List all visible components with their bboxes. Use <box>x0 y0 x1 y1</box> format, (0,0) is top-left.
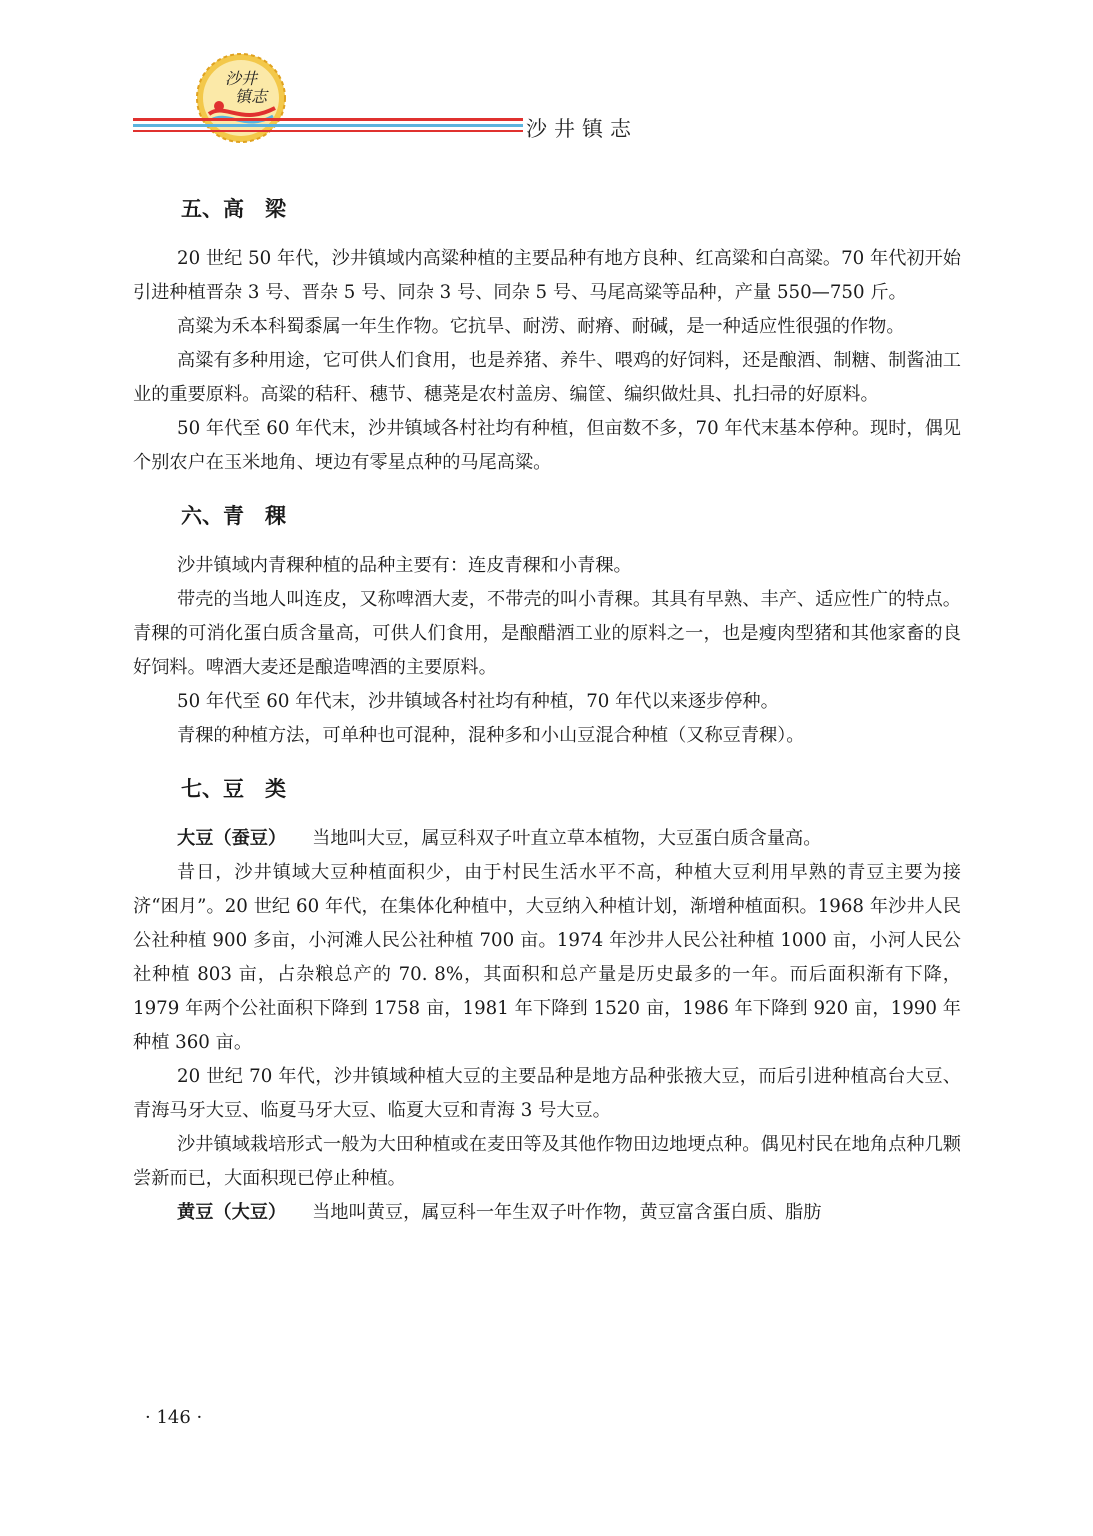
paragraph: 高粱有多种用途，它可供人们食用，也是养猪、养牛、喂鸡的好饲料，还是酿酒、制糖、制酱油工业的重要原料。高粱的秸秆、穗节、穗荛是农村盖房、编筐、编织做灶具、扎扫帚的好原料。 <box>133 350 961 405</box>
page-number: · 146 · <box>145 1407 203 1428</box>
paragraph-broad-bean <box>133 822 961 856</box>
paragraph: 高粱为禾本科蜀黍属一年生作物。它抗旱、耐涝、耐瘠、耐碱，是一种适应性很强的作物。 <box>177 316 905 337</box>
term-broad-bean: 大豆（蚕豆） <box>177 828 287 849</box>
header-rules <box>133 118 523 135</box>
term-soybean: 黄豆（大豆） <box>177 1202 287 1223</box>
paragraph: 带壳的当地人叫连皮，又称啤酒大麦，不带壳的叫小青稞。其具有早熟、丰产、适应性广的特点。青稞的可消化蛋白质含量高，可供人们食用，是酿醋酒工业的原料之一，也是瘦肉型猪和其他家畜的良好饲料。啤酒大麦还是酿造啤酒的主要原料。 <box>133 589 961 678</box>
paragraph: 青稞的种植方法，可单种也可混种，混种多和小山豆混合种植（又称豆青稞）。 <box>177 725 805 746</box>
paragraph: 沙井镇域内青稞种植的品种主要有：连皮青稞和小青稞。 <box>177 555 632 576</box>
page-content <box>133 190 961 1230</box>
paragraph: 20 世纪 50 年代，沙井镇域内高粱种植的主要品种有地方良种、红高粱和白高粱。70 年代初开始引进种植晋杂 3 号、晋杂 5 号、同杂 3 号、同杂 5 号、马尾高粱等品种，产量 550—750 斤。 <box>133 248 961 303</box>
page-header <box>0 0 1093 170</box>
paragraph: 50 年代至 60 年代末，沙井镇域各村社均有种植，70 年代以来逐步停种。 <box>177 691 779 712</box>
section-heading-highland-barley: 六、青 稞 <box>181 504 286 528</box>
running-title: 沙井镇志 <box>526 117 638 141</box>
paragraph: 20 世纪 70 年代，沙井镇域种植大豆的主要品种是地方品种张掖大豆，而后引进种植高台大豆、青海马牙大豆、临夏马牙大豆、临夏大豆和青海 3 号大豆。 <box>133 1066 961 1121</box>
logo-text-2: 镇志 <box>234 87 268 106</box>
paragraph: 昔日，沙井镇域大豆种植面积少，由于村民生活水平不高，种植大豆利用早熟的青豆主要为接济“困月”。20 世纪 60 年代，在集体化种植中，大豆纳入种植计划，渐增种植面积。1968 年沙井人民公社种植 900 多亩，小河滩人民公社种植 700 亩。1974 年沙井人民公社种植 1000 亩，小河人民公社种植 803 亩，占杂粮总产的 70. 8%，其面积和总产量是历史最多的一年。而后面积渐有下降，1979 年两个公社面积下降到 1758 亩，1981 年下降到 1520 亩，1986 年下降到 920 亩，1990 年种植 360 亩。 <box>133 862 961 1053</box>
section-heading-sorghum: 五、高 梁 <box>181 197 286 221</box>
term-broad-bean-text: 当地叫大豆，属豆科双子叶直立草本植物，大豆蛋白质含量高。 <box>312 828 822 849</box>
paragraph: 沙井镇域栽培形式一般为大田种植或在麦田等及其他作物田边地埂点种。偶见村民在地角点种几颗尝新而已，大面积现已停止种植。 <box>133 1134 961 1189</box>
term-soybean-text: 当地叫黄豆，属豆科一年生双子叶作物，黄豆富含蛋白质、脂肪 <box>312 1202 822 1223</box>
paragraph: 50 年代至 60 年代末，沙井镇域各村社均有种植，但亩数不多，70 年代末基本停种。现时，偶见个别农户在玉米地角、埂边有零星点种的马尾高粱。 <box>133 418 961 473</box>
section-heading-beans: 七、豆 类 <box>181 777 286 801</box>
logo-text-1: 沙井 <box>224 69 258 88</box>
paragraph-soybean <box>133 1196 961 1230</box>
